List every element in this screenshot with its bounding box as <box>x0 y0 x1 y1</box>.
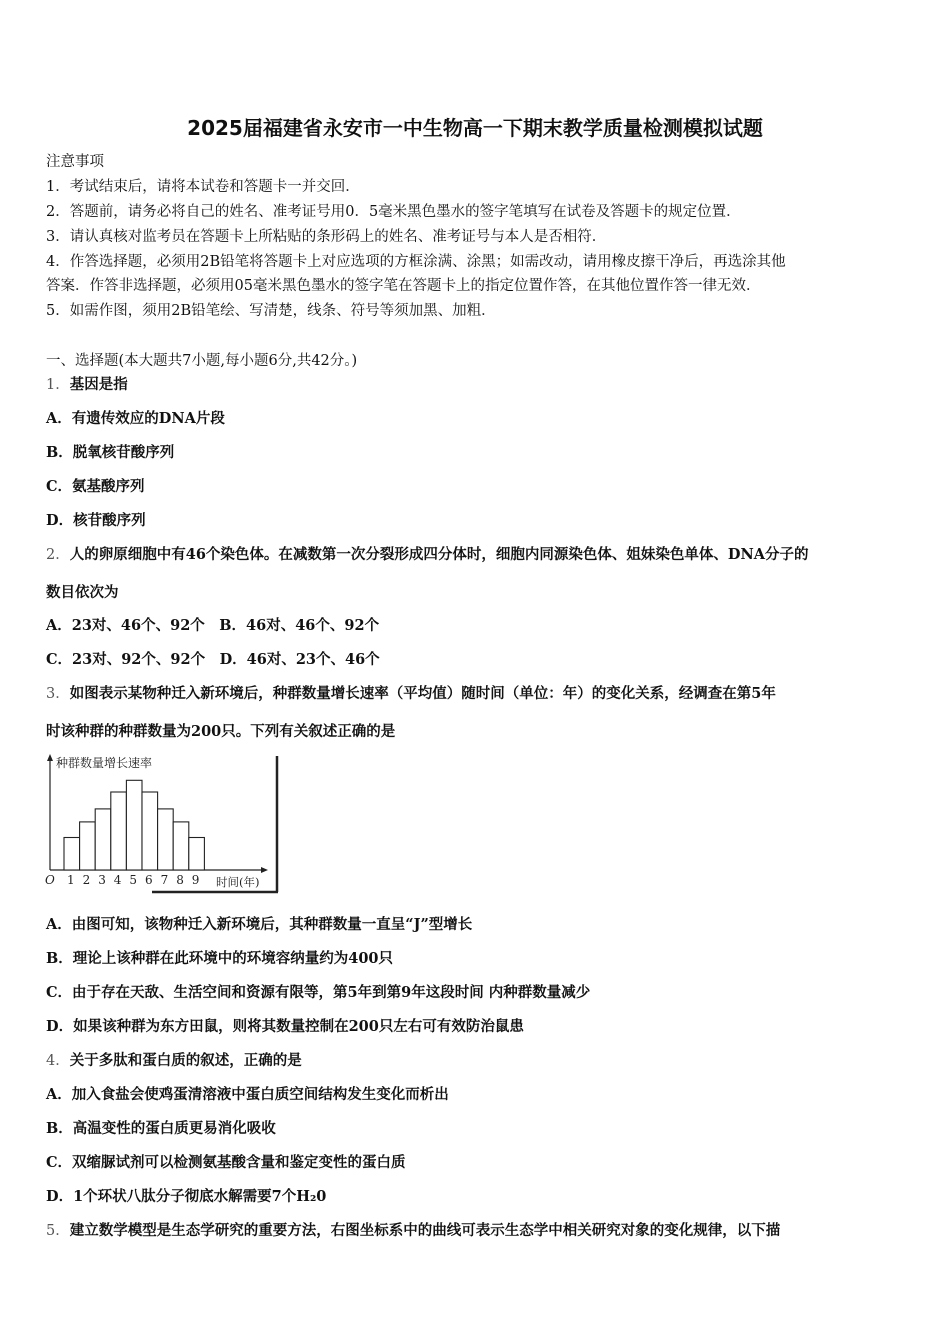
growth-rate-bar-chart <box>42 752 282 896</box>
q3-option-b: B．理论上该种群在此环境中的环境容纳量约为400只 <box>46 950 394 967</box>
bar-year-3 <box>95 809 111 870</box>
x-tick-label: 6 <box>145 873 153 887</box>
y-axis-label: 种群数量增长速率 <box>56 756 153 770</box>
bar-year-2 <box>80 822 96 870</box>
q1-option-c: C．氨基酸序列 <box>46 478 145 495</box>
notice-item: 3．请认真核对监考员在答题卡上所粘贴的条形码上的姓名、准考证号与本人是否相符． <box>46 229 607 245</box>
y-axis-arrow <box>47 754 53 761</box>
page-title: 2025届福建省永安市一中生物高一下期末教学质量检测模拟试题 <box>187 116 763 140</box>
q2-options-cd: C．23对、92个、92个 D．46对、23个、46个 <box>46 651 380 668</box>
q1-option-a: A．有遗传效应的DNA片段 <box>46 410 225 427</box>
notice-item: 4．作答选择题，必须用2B铅笔将答题卡上对应选项的方框涂满、涂黑；如需改动，请用橡皮擦干净后，再选涂其他 <box>46 254 786 270</box>
x-axis-arrow <box>261 867 268 873</box>
x-tick-label: 7 <box>160 873 169 887</box>
x-tick-label: 3 <box>98 873 106 887</box>
q3-option-d: D．如果该种群为东方田鼠，则将其数量控制在200只左右可有效防治鼠患 <box>46 1018 524 1035</box>
x-tick-label: 5 <box>129 873 138 887</box>
question-stem-cont: 时该种群的种群数量为200只。下列有关叙述正确的是 <box>46 723 396 740</box>
question-5 <box>46 1221 780 1241</box>
question-2 <box>46 545 809 565</box>
question-stem: 关于多肽和蛋白质的叙述，正确的是 <box>69 1052 302 1069</box>
bar-year-9 <box>189 838 205 871</box>
question-4 <box>46 1051 302 1071</box>
question-stem: 建立数学模型是生态学研究的重要方法，右图坐标系中的曲线可表示生态学中相关研究对象的变化规律，以下描 <box>69 1222 781 1239</box>
q3-option-a: A．由图可知，该物种迁入新环境后，其种群数量一直呈“J”型增长 <box>46 916 473 933</box>
x-axis-label: 时间(年) <box>216 875 260 889</box>
bar-year-6 <box>142 792 158 870</box>
q2-options-ab: A．23对、46个、92个 B．46对、46个、92个 <box>46 617 380 634</box>
q4-option-a: A．加入食盐会使鸡蛋清溶液中蛋白质空间结构发生变化而析出 <box>46 1086 449 1103</box>
bar-year-1 <box>64 838 80 871</box>
bar-year-8 <box>173 822 189 870</box>
question-number: 4． <box>46 1053 70 1069</box>
question-stem: 基因是指 <box>69 376 128 393</box>
question-3 <box>46 684 776 704</box>
notice-item: 答案．作答非选择题，必须用05毫米黑色墨水的签字笔在答题卡上的指定位置作答，在其他位置作答一律无效． <box>46 278 761 294</box>
question-stem: 如图表示某物种迁入新环境后，种群数量增长速率（平均值）随时间（单位：年）的变化关系，经调查在第5年 <box>69 685 776 702</box>
question-stem: 人的卵原细胞中有46个染色体。在减数第一次分裂形成四分体时，细胞内同源染色体、姐妹染色单体、DNA分子的 <box>69 546 809 563</box>
notice-item: 2．答题前，请务必将自己的姓名、准考证号用0．5毫米黑色墨水的签字笔填写在试卷及答题卡的规定位置． <box>46 204 741 220</box>
question-stem-cont: 数目依次为 <box>46 584 119 601</box>
x-tick-label: 8 <box>176 873 184 887</box>
q3-option-c: C．由于存在天敌、生活空间和资源有限等，第5年到第9年这段时间 内种群数量减少 <box>46 984 591 1001</box>
q4-option-b: B．高温变性的蛋白质更易消化吸收 <box>46 1120 276 1137</box>
q1-option-b: B．脱氧核苷酸序列 <box>46 444 175 461</box>
q4-option-d: D．1个环状八肽分子彻底水解需要7个H₂0 <box>46 1188 327 1205</box>
x-tick-label: 9 <box>191 873 200 887</box>
notice-item: 1．考试结束后，请将本试卷和答题卡一并交回． <box>46 179 360 195</box>
bar-year-4 <box>111 792 127 870</box>
x-tick-label: 1 <box>67 873 75 887</box>
question-number: 3． <box>46 686 70 702</box>
section-heading: 一、选择题(本大题共7小题,每小题6分,共42分。) <box>46 353 358 369</box>
x-tick-label: 4 <box>113 873 122 887</box>
question-number: 2． <box>46 547 70 563</box>
question-number: 5． <box>46 1223 70 1239</box>
bar-year-5 <box>126 780 142 870</box>
notice-heading: 注意事项 <box>46 154 104 170</box>
q4-option-c: C．双缩脲试剂可以检测氨基酸含量和鉴定变性的蛋白质 <box>46 1154 406 1171</box>
origin-label: O <box>45 873 55 887</box>
q1-option-d: D．核苷酸序列 <box>46 512 146 529</box>
x-tick-label: 2 <box>82 873 91 887</box>
bar-year-7 <box>158 809 174 870</box>
question-1 <box>46 375 128 395</box>
question-number: 1． <box>46 377 70 393</box>
notice-item: 5．如需作图，须用2B铅笔绘、写清楚，线条、符号等须加黑、加粗． <box>46 303 496 319</box>
